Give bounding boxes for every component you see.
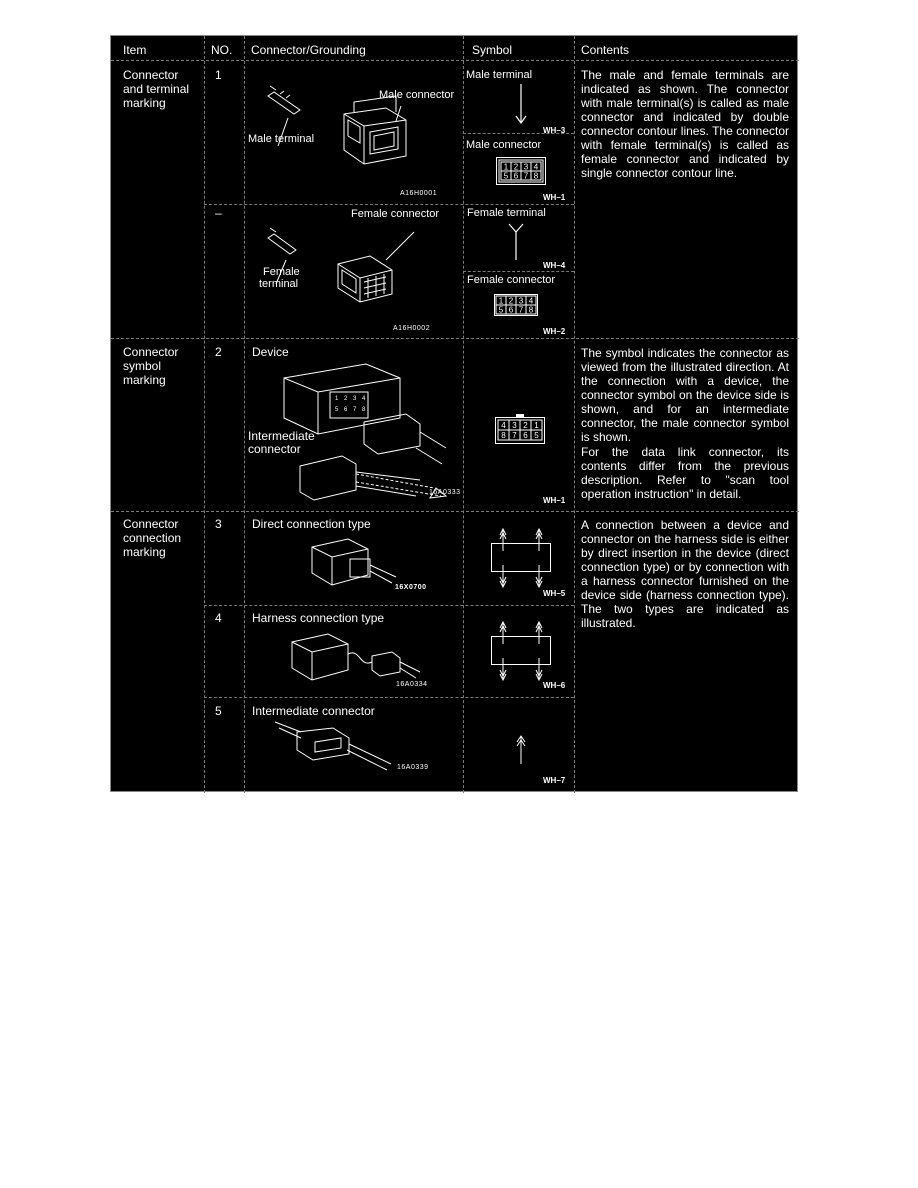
- row-number: 2: [215, 345, 222, 359]
- direct-connection-symbol-icon: [491, 529, 551, 587]
- symbol-code: WH–1: [543, 496, 566, 505]
- harness-connection-symbol-icon: [491, 622, 551, 680]
- contents-text: A connection between a device and connector on the harness side is either by direct insertion in the device (direct connection type) or by connection with a harness connector furnished on the device side (harness connection type). The two types are indicated as illustrated.: [581, 518, 789, 630]
- pin-label: 8: [501, 431, 506, 440]
- pin-label: 3: [512, 421, 517, 430]
- pin-label: 5: [503, 171, 509, 181]
- male-terminal-symbol-icon: [513, 84, 529, 128]
- symbol-code: WH–7: [543, 776, 566, 785]
- symbol-label-female-connector: Female connector: [467, 274, 556, 286]
- label-direct-connection-type: Direct connection type: [252, 517, 371, 531]
- pin-label: 8: [528, 305, 534, 315]
- pin-label: 6: [344, 407, 348, 413]
- label-female-terminal: Female: [263, 266, 300, 278]
- pin-label: 8: [362, 407, 366, 413]
- pin-label: 5: [498, 305, 504, 315]
- symbol-label-male-terminal: Male terminal: [466, 69, 533, 81]
- symbol-code: WH–3: [543, 126, 566, 135]
- pin-label: 5: [534, 431, 539, 440]
- pin-label: 1: [335, 396, 339, 402]
- item-label-line: marking: [123, 96, 166, 110]
- symbol-code: WH–5: [543, 589, 566, 598]
- pin-label: 3: [523, 162, 529, 172]
- pin-label: 1: [534, 421, 539, 430]
- female-connector-symbol-icon: [494, 294, 538, 316]
- figure-code: 16X0700: [395, 584, 427, 591]
- symbol-code: WH–6: [543, 681, 566, 690]
- pin-label: 2: [508, 296, 514, 306]
- contents-text: For the data link connector, its contents differ from the previous description. Refer to "scan tool operation instruction" in detail.: [581, 445, 789, 501]
- label-male-connector: Male connector: [379, 89, 455, 101]
- pin-label: 6: [513, 171, 519, 181]
- female-terminal-symbol-icon: [506, 224, 526, 264]
- label-device: Device: [252, 345, 289, 359]
- pin-label: 7: [512, 431, 517, 440]
- pin-label: 4: [362, 396, 366, 402]
- symbol-code: WH–1: [543, 193, 566, 202]
- figure-code: 16A0339: [397, 764, 429, 771]
- row-number: 5: [215, 704, 222, 718]
- label-female-connector: Female connector: [351, 208, 440, 220]
- intermediate-connector-illustration: [271, 718, 411, 778]
- item-label-line: marking: [123, 373, 166, 387]
- figure-code: A16H0001: [400, 190, 438, 197]
- pin-label: 6: [508, 305, 514, 315]
- pin-label: 7: [353, 407, 357, 413]
- symbol-label-female-terminal: Female terminal: [467, 207, 546, 219]
- header-item: Item: [123, 43, 147, 57]
- pin-label: 5: [335, 407, 339, 413]
- pin-label: 6: [523, 431, 528, 440]
- item-label-line: Connector: [123, 517, 179, 531]
- header-contents: Contents: [581, 43, 630, 57]
- item-label-line: symbol: [123, 359, 162, 373]
- pin-label: 4: [528, 296, 534, 306]
- male-connector-symbol-icon: [496, 157, 546, 185]
- item-label-line: connection: [123, 531, 182, 545]
- pin-label: 8: [533, 171, 539, 181]
- item-label-line: Connector: [123, 345, 179, 359]
- contents-text: The symbol indicates the connector as viewed from the illustrated direction. At the connection with a device, the connector symbol on the device side is shown, and for an intermediate connector, the male connector symbol is shown.: [581, 346, 789, 444]
- item-label-line: and terminal: [123, 82, 190, 96]
- pin-label: 2: [523, 421, 528, 430]
- symbol-code: WH–4: [543, 261, 566, 270]
- figure-code: 16A0333: [429, 489, 461, 496]
- label-intermediate-connector: Intermediate: [248, 429, 315, 443]
- row-number: 3: [215, 517, 222, 531]
- pin-label: 7: [523, 171, 529, 181]
- pin-label: 1: [503, 162, 509, 172]
- pin-label: 4: [501, 421, 506, 430]
- row-number-dash: –: [215, 206, 222, 220]
- symbol-label-male-connector: Male connector: [466, 139, 542, 151]
- wiring-symbol-table: [110, 35, 798, 792]
- pin-label: 3: [518, 296, 524, 306]
- label-intermediate-connector: Intermediate connector: [252, 704, 375, 718]
- pin-label: 1: [498, 296, 504, 306]
- item-label-line: marking: [123, 545, 166, 559]
- label-female-terminal: terminal: [259, 278, 299, 290]
- row-number: 1: [215, 68, 222, 82]
- row-number: 4: [215, 611, 222, 625]
- header-connector-grounding: Connector/Grounding: [251, 43, 366, 57]
- label-intermediate-connector: connector: [248, 442, 301, 456]
- pin-label: 2: [344, 396, 348, 402]
- figure-code: A16H0002: [393, 325, 431, 332]
- item-label-line: Connector: [123, 68, 179, 82]
- symbol-code: WH–2: [543, 327, 566, 336]
- label-male-terminal: Male terminal: [248, 133, 315, 145]
- header-no: NO.: [211, 43, 233, 57]
- harness-connection-illustration: [286, 628, 426, 684]
- header-symbol: Symbol: [472, 43, 513, 57]
- pin-label: 4: [533, 162, 539, 172]
- pin-label: 7: [518, 305, 524, 315]
- pin-label: 2: [513, 162, 519, 172]
- connector-symbol-icon: [495, 414, 545, 444]
- figure-code: 16A0334: [396, 681, 428, 688]
- intermediate-connector-symbol-icon: [513, 736, 529, 764]
- pin-label: 3: [353, 396, 357, 402]
- label-harness-connection-type: Harness connection type: [252, 611, 385, 625]
- contents-text: The male and female terminals are indicated as shown. The connector with male terminal(s) is called as male connector and indicated by double connector contour lines. The connector with female terminal(s) is called as female connector and indicated by single connector contour line.: [581, 68, 789, 180]
